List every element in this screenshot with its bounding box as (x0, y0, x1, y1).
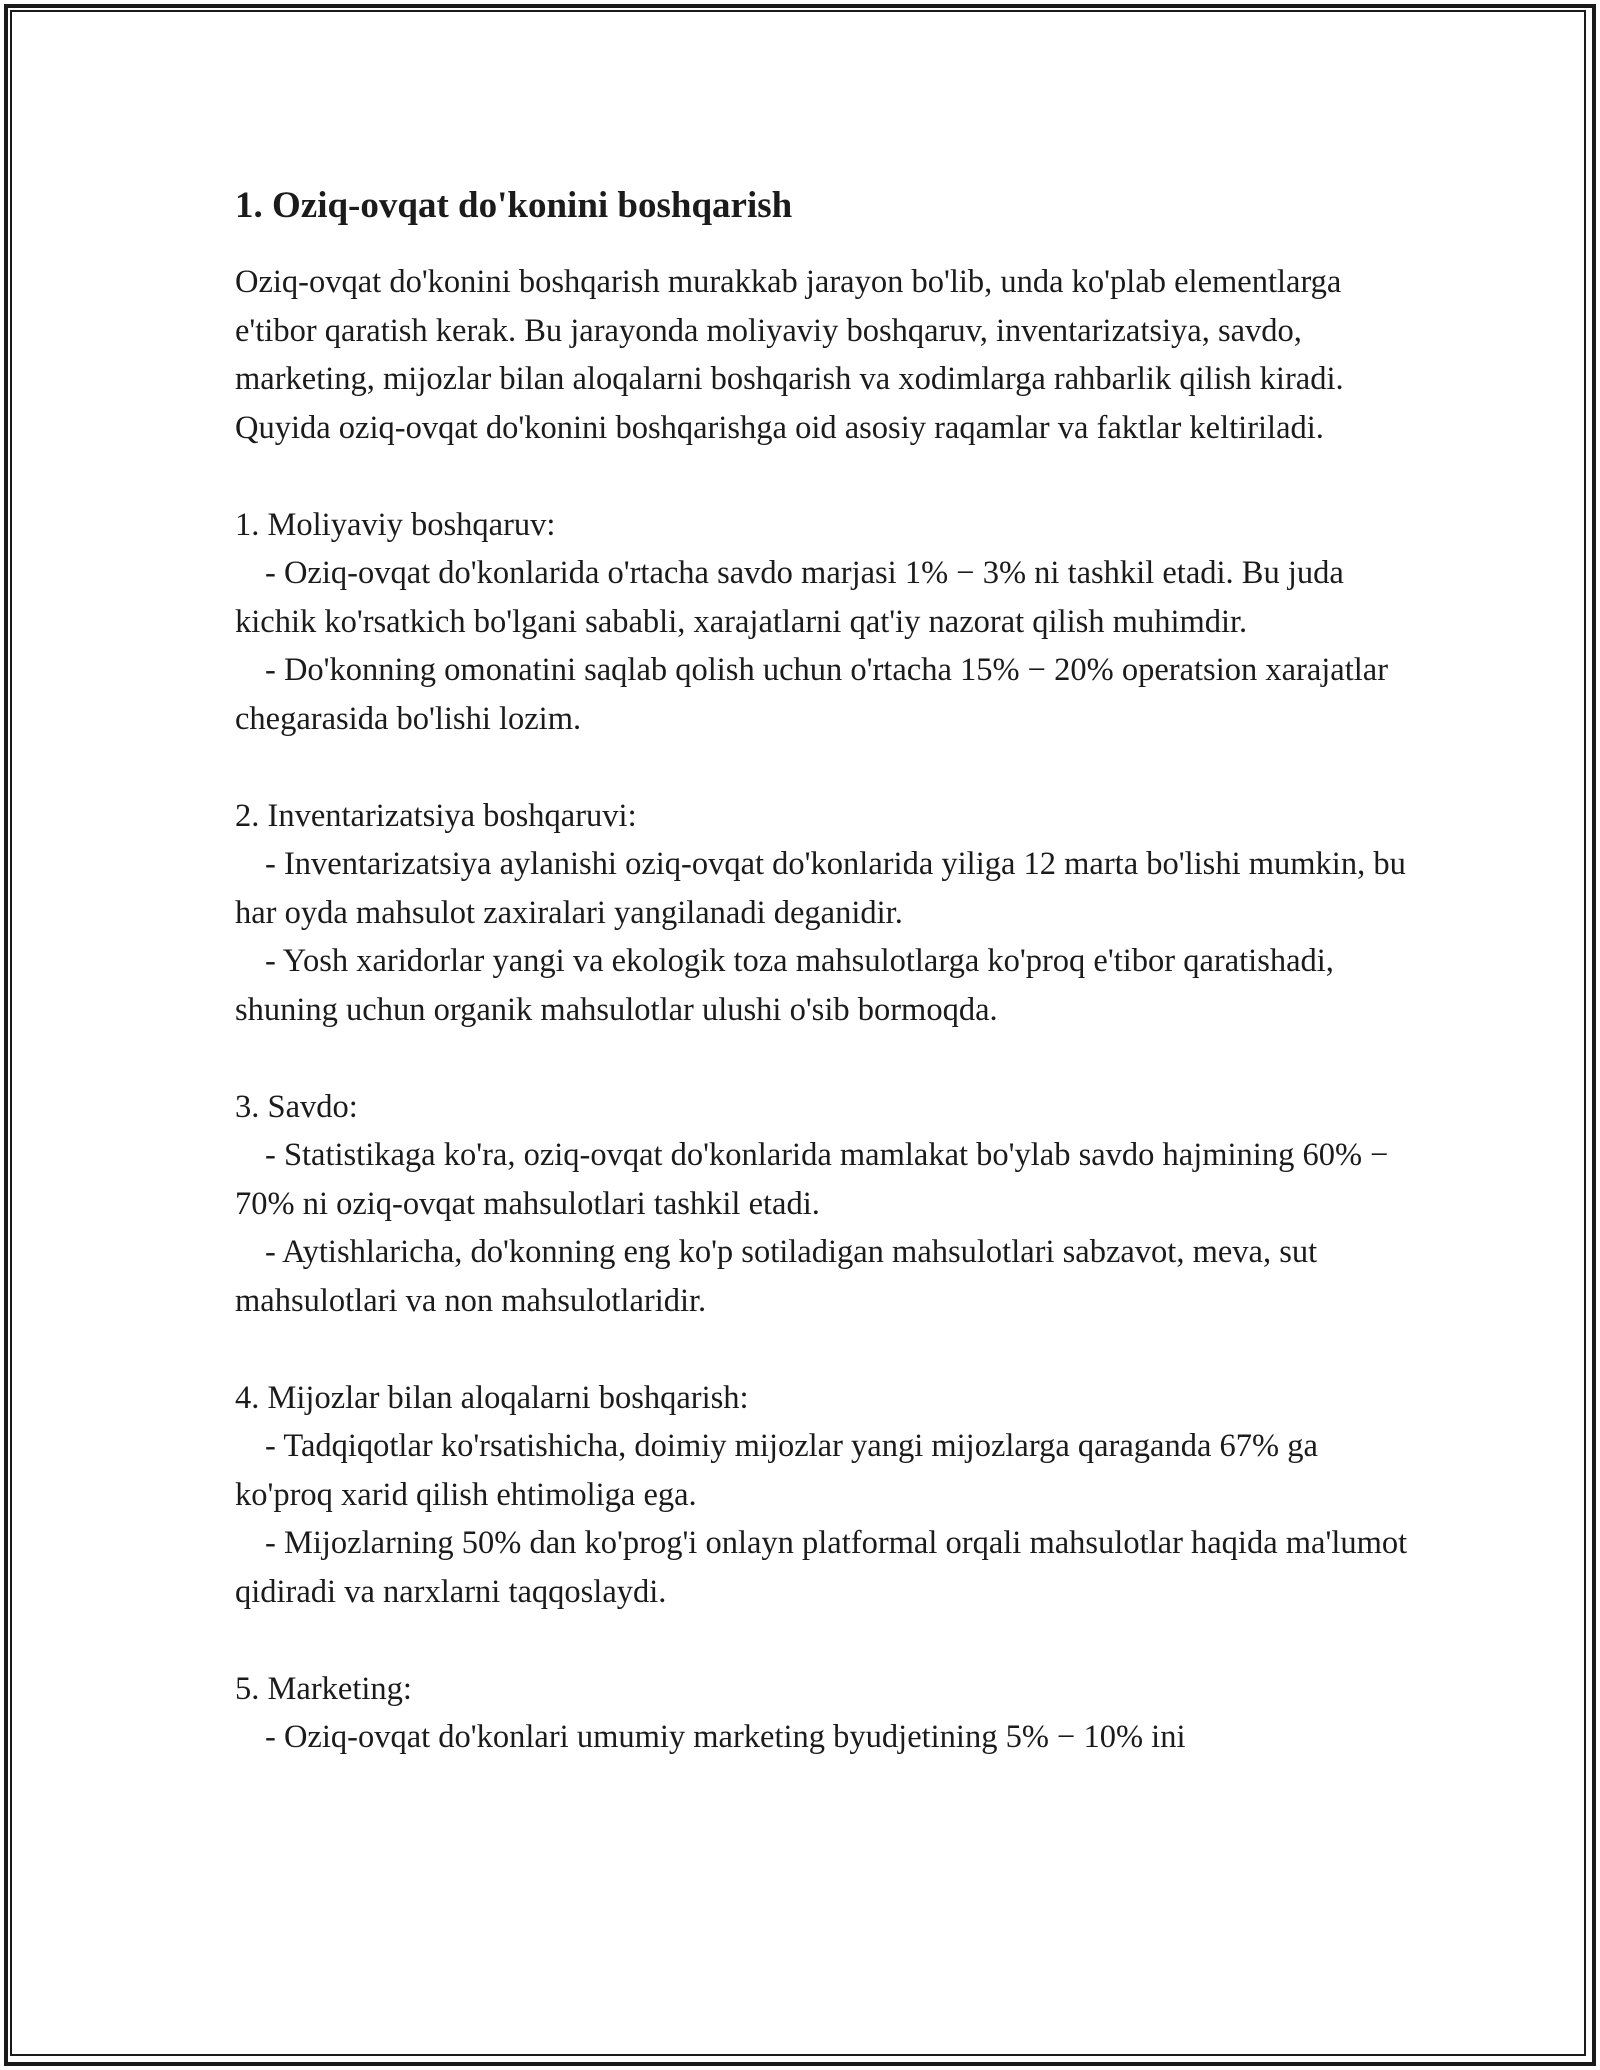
section-marketing (235, 1665, 1415, 1762)
bullet-item: - Oziq-ovqat do'konlari umumiy marketing byudjetining 5% − 10% ini (265, 1719, 1186, 1755)
section-inventory (235, 792, 1415, 1035)
intro-paragraph: Oziq-ovqat do'konini boshqarish murakkab jarayon bo'lib, unda ko'plab elementlarga e'tibor qaratish kerak. Bu jarayonda moliyaviy boshqaruv, inventarizatsiya, savdo, marketing, mijozlar bilan aloqalarni boshqarish va xodimlarga rahbarlik qilish kiradi. Quyida oziq-ovqat do'konini boshqarishga oid asosiy raqamlar va faktlar keltiriladi. (235, 264, 1344, 446)
bullet-item: - Tadqiqotlar ko'rsatishicha, doimiy mijozlar yangi mijozlarga qaraganda 67% ga ko'proq xarid qilish ehtimoliga ega. (235, 1428, 1318, 1513)
section-heading: 1. Moliyaviy boshqaruv: (235, 506, 556, 543)
bullet-item: - Mijozlarning 50% dan ko'prog'i onlayn platformal orqali mahsulotlar haqida ma'lumot qidiradi va narxlarni taqqoslaydi. (235, 1525, 1408, 1610)
bullet-item: - Oziq-ovqat do'konlarida o'rtacha savdo marjasi 1% − 3% ni tashkil etadi. Bu juda kichik ko'rsatkich bo'lgani sababli, xarajatlarni qat'iy nazorat qilish muhimdir. (235, 555, 1344, 640)
section-heading: 3. Savdo: (235, 1088, 358, 1125)
section-heading: 2. Inventarizatsiya boshqaruvi: (235, 797, 637, 834)
bullet-item: - Statistikaga ko'ra, oziq-ovqat do'konlarida mamlakat bo'ylab savdo hajmining 60% − 70% ni oziq-ovqat mahsulotlari tashkil etadi. (235, 1137, 1389, 1222)
section-heading: 5. Marketing: (235, 1670, 412, 1707)
bullet-item: - Aytishlaricha, do'konning eng ko'p sotiladigan mahsulotlari sabzavot, meva, sut mahsulotlari va non mahsulotlaridir. (235, 1234, 1318, 1319)
section-customer-relations (235, 1374, 1415, 1617)
document-title: 1. Oziq-ovqat do'konini boshqarish (235, 185, 793, 226)
bullet-item: - Yosh xaridorlar yangi va ekologik toza mahsulotlarga ko'proq e'tibor qaratishadi, shuning uchun organik mahsulotlar ulushi o'sib bormoqda. (235, 943, 1334, 1028)
section-heading: 4. Mijozlar bilan aloqalarni boshqarish: (235, 1379, 749, 1416)
section-financial (235, 501, 1415, 744)
document-page (235, 182, 1415, 1762)
section-sales (235, 1083, 1415, 1326)
bullet-item: - Do'konning omonatini saqlab qolish uchun o'rtacha 15% − 20% operatsion xarajatlar chegarasida bo'lishi lozim. (235, 652, 1389, 737)
bullet-item: - Inventarizatsiya aylanishi oziq-ovqat do'konlarida yiliga 12 marta bo'lishi mumkin, bu har oyda mahsulot zaxiralari yangilanadi deganidir. (235, 846, 1406, 931)
